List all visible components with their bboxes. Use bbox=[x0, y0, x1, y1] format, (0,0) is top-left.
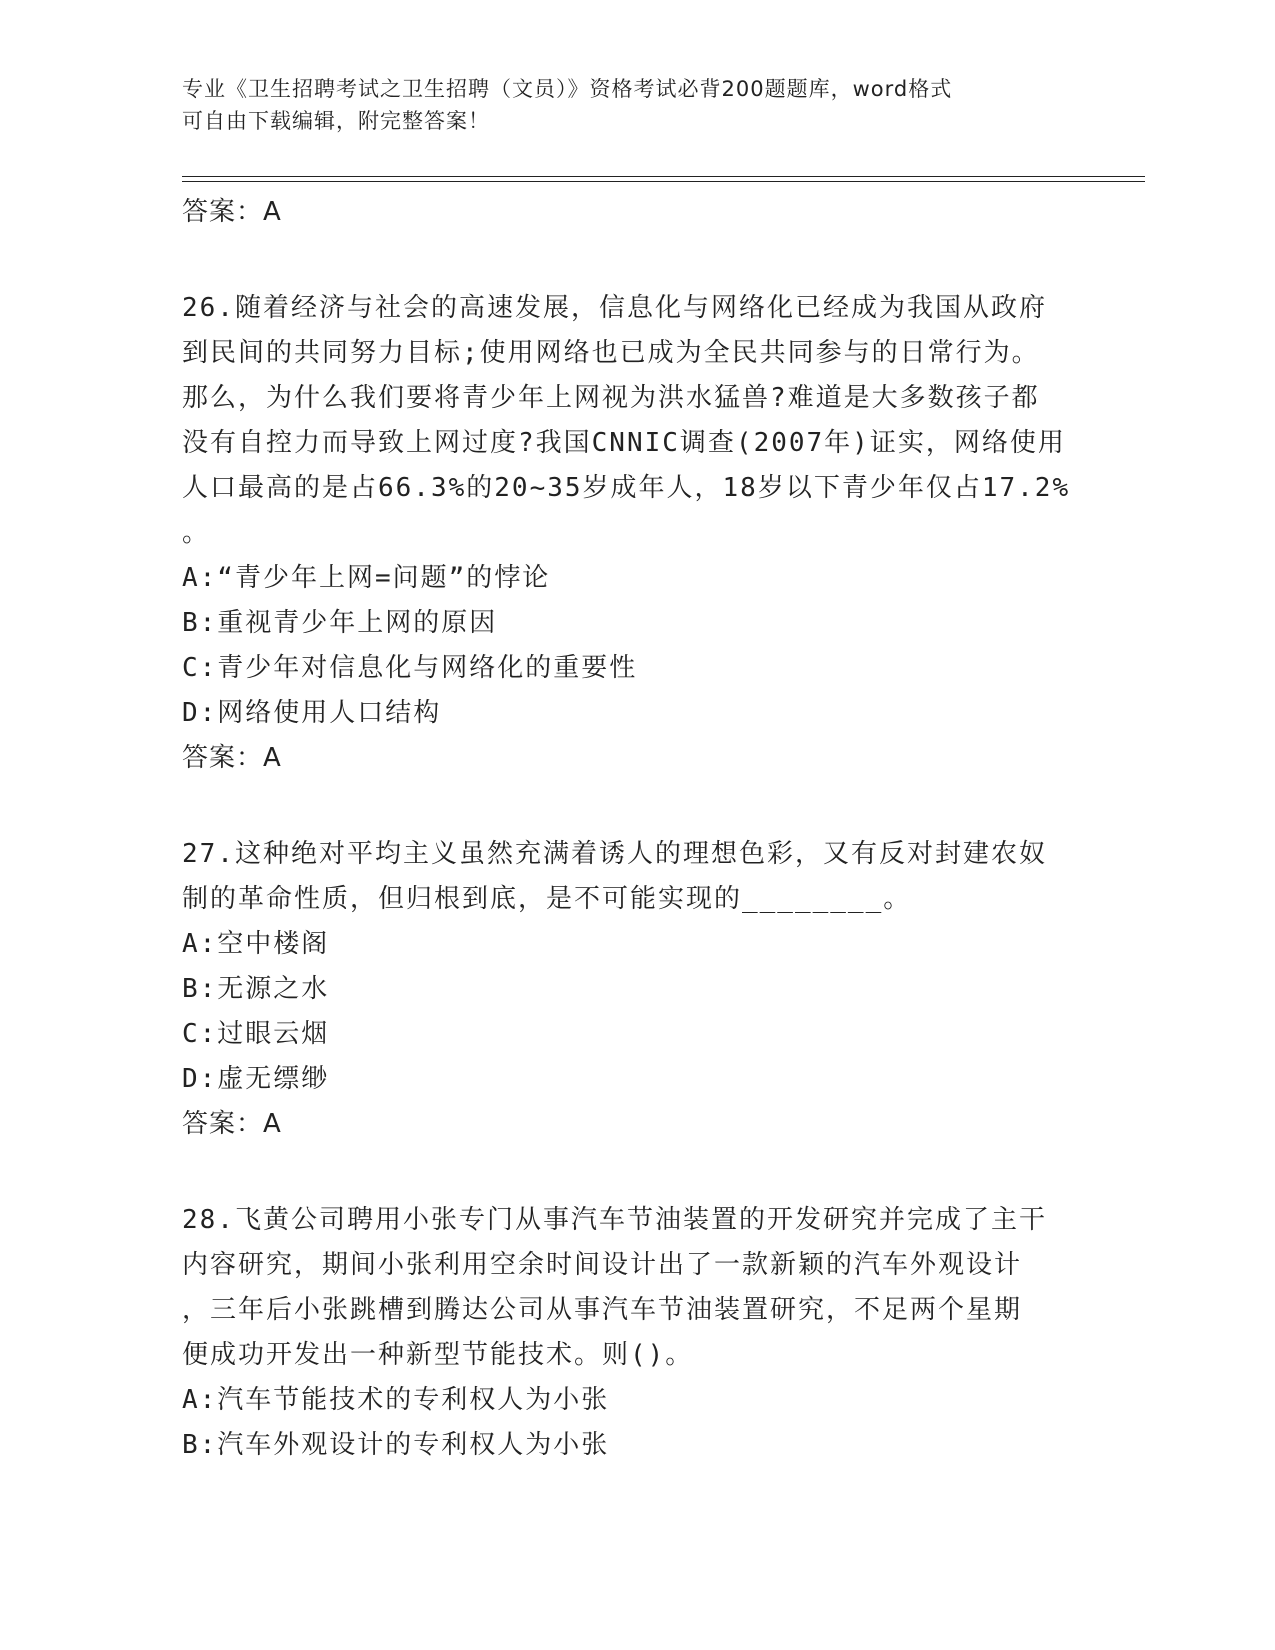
question-text bbox=[182, 1198, 1082, 1378]
answer-line: 答案：A bbox=[182, 1109, 282, 1139]
spacer bbox=[182, 1146, 1082, 1198]
question-26 bbox=[182, 286, 1082, 780]
question-line: ，三年后小张跳槽到腾达公司从事汽车节油装置研究，不足两个星期 bbox=[182, 1295, 1023, 1325]
question-27 bbox=[182, 832, 1082, 1146]
option-d: D:虚无缥缈 bbox=[182, 1064, 330, 1094]
question-28 bbox=[182, 1198, 1082, 1468]
answer-line: 答案：A bbox=[182, 743, 282, 773]
question-line: 。 bbox=[182, 518, 211, 548]
question-text bbox=[182, 832, 1082, 922]
answer-line: 答案：A bbox=[182, 197, 282, 227]
question-line: 到民间的共同努力目标;使用网络也已成为全民共同参与的日常行为。 bbox=[182, 338, 1040, 368]
document-body bbox=[182, 190, 1082, 1468]
question-line: 那么，为什么我们要将青少年上网视为洪水猛兽?难道是大多数孩子都 bbox=[182, 383, 1040, 413]
header-divider-bottom bbox=[182, 181, 1145, 182]
header-line-2: 可自由下载编辑，附完整答案！ bbox=[182, 109, 490, 133]
question-line: 内容研究，期间小张利用空余时间设计出了一款新颖的汽车外观设计 bbox=[182, 1250, 1023, 1280]
spacer bbox=[182, 780, 1082, 832]
header-line-1: 专业《卫生招聘考试之卫生招聘（文员）》资格考试必背200题题库，word格式 bbox=[182, 77, 953, 101]
option-c: C:过眼云烟 bbox=[182, 1019, 330, 1049]
option-a: A:空中楼阁 bbox=[182, 929, 330, 959]
option-b: B:重视青少年上网的原因 bbox=[182, 608, 498, 638]
option-a: A:“青少年上网=问题”的悖论 bbox=[182, 563, 551, 593]
header-divider-top bbox=[182, 176, 1145, 177]
question-line: 人口最高的是占66.3%的20~35岁成年人，18岁以下青少年仅占17.2% bbox=[182, 473, 1071, 503]
question-line: 便成功开发出一种新型节能技术。则()。 bbox=[182, 1340, 694, 1370]
question-text bbox=[182, 286, 1082, 556]
document-header bbox=[182, 73, 1062, 137]
question-line: 制的革命性质，但归根到底，是不可能实现的________。 bbox=[182, 884, 912, 914]
option-c: C:青少年对信息化与网络化的重要性 bbox=[182, 653, 638, 683]
question-line: 28.飞黄公司聘用小张专门从事汽车节油装置的开发研究并完成了主干 bbox=[182, 1205, 1047, 1235]
option-a: A:汽车节能技术的专利权人为小张 bbox=[182, 1385, 610, 1415]
question-line: 26.随着经济与社会的高速发展，信息化与网络化已经成为我国从政府 bbox=[182, 293, 1047, 323]
option-b: B:无源之水 bbox=[182, 974, 330, 1004]
option-b: B:汽车外观设计的专利权人为小张 bbox=[182, 1430, 610, 1460]
option-d: D:网络使用人口结构 bbox=[182, 698, 442, 728]
question-line: 没有自控力而导致上网过度?我国CNNIC调查(2007年)证实，网络使用 bbox=[182, 428, 1066, 458]
spacer bbox=[182, 234, 1082, 286]
question-line: 27.这种绝对平均主义虽然充满着诱人的理想色彩，又有反对封建农奴 bbox=[182, 839, 1047, 869]
